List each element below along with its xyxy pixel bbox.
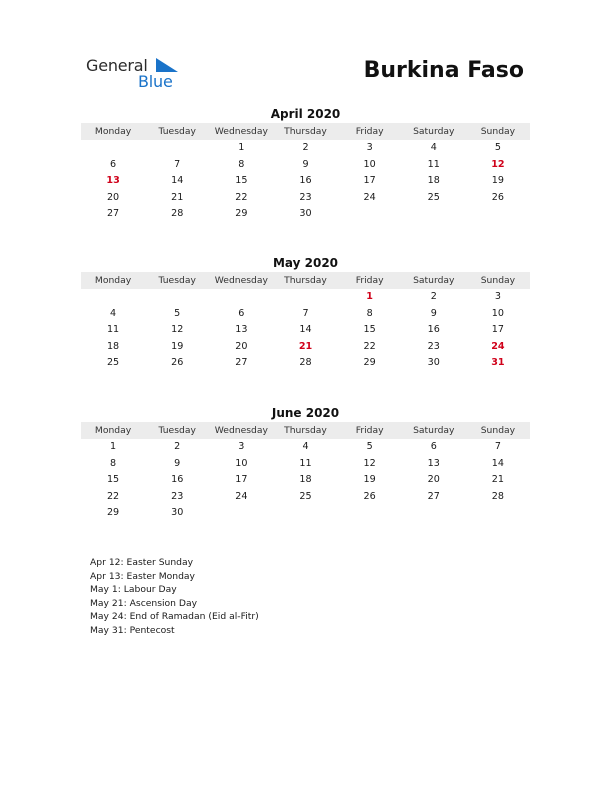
day-cell: 27	[235, 357, 248, 368]
day-cell: 16	[299, 175, 312, 186]
day-cell: 22	[106, 490, 120, 502]
day-cell: 15	[235, 175, 248, 186]
day-cell: 5	[366, 441, 373, 452]
weekday-label: Tuesday	[158, 425, 196, 436]
day-cell: 7	[494, 441, 501, 452]
day-cell: 10	[363, 158, 376, 170]
day-cell: 6	[430, 441, 437, 452]
day-cell	[273, 505, 337, 522]
day-cell: 7	[174, 158, 181, 170]
week-row	[81, 206, 530, 223]
week-row	[81, 489, 530, 506]
logo-triangle-icon	[156, 58, 178, 72]
day-cell: 2	[430, 291, 437, 302]
weekday-label: Sunday	[480, 275, 516, 286]
day-cell: 21	[171, 191, 184, 203]
day-cell: 5	[494, 142, 501, 153]
month-april	[81, 106, 530, 223]
weekday-label: Thursday	[284, 425, 327, 436]
day-cell: 1	[366, 291, 373, 302]
month-title: June 2020	[271, 406, 340, 420]
day-cell: 5	[174, 307, 181, 319]
day-cell: 17	[235, 474, 248, 485]
day-cell	[81, 140, 145, 157]
day-cell	[81, 289, 145, 306]
day-cell: 18	[106, 340, 120, 352]
day-cell: 30	[427, 357, 440, 368]
week-row	[81, 190, 530, 207]
weekday-label: Sunday	[480, 126, 516, 137]
day-cell: 2	[302, 142, 309, 153]
weekday-label: Friday	[355, 425, 384, 436]
day-cell: 13	[427, 457, 440, 469]
day-cell: 20	[106, 191, 120, 203]
weekday-label: Sunday	[480, 425, 516, 436]
day-cell: 17	[491, 324, 505, 335]
day-cell: 21	[298, 340, 313, 352]
day-cell: 12	[363, 457, 376, 469]
day-cell: 24	[235, 490, 248, 502]
weekday-label: Friday	[355, 275, 384, 286]
day-cell: 6	[110, 158, 117, 170]
weekday-label: Saturday	[413, 126, 455, 137]
day-cell: 27	[427, 490, 440, 502]
day-cell	[466, 505, 530, 522]
week-row	[81, 472, 530, 489]
day-cell: 28	[491, 490, 505, 502]
day-cell: 1	[238, 142, 245, 153]
weekday-label: Saturday	[413, 425, 455, 436]
day-cell: 18	[427, 175, 440, 186]
day-cell: 14	[171, 175, 184, 186]
weekday-label: Tuesday	[158, 275, 196, 286]
logo-text-general: General	[86, 56, 148, 75]
holiday-item: May 31: Pentecost	[90, 624, 175, 636]
day-cell: 1	[110, 441, 117, 452]
day-cell: 24	[363, 191, 376, 203]
day-cell: 20	[235, 340, 248, 352]
day-cell: 19	[491, 175, 505, 186]
day-cell	[145, 140, 209, 157]
day-cell: 28	[299, 357, 312, 368]
day-cell: 9	[174, 457, 181, 469]
weekday-label: Monday	[94, 126, 132, 137]
day-cell: 3	[494, 291, 501, 302]
weekday-label: Wednesday	[214, 275, 268, 286]
day-cell: 3	[238, 441, 245, 452]
weekday-label: Friday	[355, 126, 384, 137]
day-cell: 25	[299, 490, 312, 502]
day-cell: 12	[491, 158, 505, 170]
day-cell: 26	[363, 490, 376, 502]
month-june	[81, 405, 530, 522]
week-row	[81, 355, 530, 372]
day-cell: 13	[235, 324, 248, 335]
week-row	[81, 322, 530, 339]
week-row	[81, 140, 530, 157]
day-cell: 30	[171, 507, 184, 518]
weekday-label: Monday	[94, 275, 132, 286]
day-cell: 6	[238, 307, 245, 319]
day-cell: 15	[363, 324, 376, 335]
day-cell	[402, 505, 466, 522]
day-cell: 8	[366, 307, 373, 319]
weekday-label: Wednesday	[214, 126, 268, 137]
week-row	[81, 306, 530, 323]
holiday-list	[90, 556, 259, 637]
holiday-item: Apr 12: Easter Sunday	[90, 557, 194, 568]
week-row	[81, 157, 530, 174]
day-cell: 20	[427, 474, 440, 485]
month-title: May 2020	[272, 256, 339, 270]
day-cell: 29	[363, 357, 376, 368]
day-cell: 22	[363, 340, 376, 352]
week-row	[81, 439, 530, 456]
day-cell: 8	[110, 457, 117, 469]
day-cell: 22	[235, 191, 248, 203]
week-grid	[81, 439, 530, 522]
day-cell: 25	[427, 191, 440, 203]
day-cell	[338, 206, 402, 223]
day-cell: 3	[366, 142, 373, 153]
day-cell: 14	[491, 457, 505, 469]
day-cell: 16	[427, 324, 440, 335]
weekday-label: Monday	[94, 425, 132, 436]
day-cell: 23	[171, 490, 184, 502]
day-cell	[273, 289, 337, 306]
week-row	[81, 339, 530, 356]
day-cell: 4	[302, 441, 309, 452]
day-cell: 19	[363, 474, 376, 485]
day-cell: 9	[302, 158, 309, 170]
day-cell: 10	[491, 307, 505, 319]
generalblue-logo	[86, 56, 186, 92]
week-grid	[81, 140, 530, 223]
day-cell: 10	[235, 457, 248, 469]
day-cell: 4	[110, 307, 117, 319]
day-cell: 26	[491, 191, 505, 203]
day-cell: 29	[106, 507, 120, 518]
weekday-header	[81, 422, 530, 439]
day-cell: 17	[363, 175, 376, 186]
day-cell: 9	[430, 307, 437, 319]
weekday-label: Saturday	[413, 275, 455, 286]
day-cell: 25	[106, 357, 120, 368]
month-title: April 2020	[270, 107, 341, 121]
weekday-header	[81, 123, 530, 140]
weekday-header	[81, 272, 530, 289]
day-cell	[209, 505, 273, 522]
holiday-item: May 1: Labour Day	[90, 584, 177, 595]
day-cell: 2	[174, 441, 181, 452]
weekday-label: Thursday	[284, 275, 327, 286]
day-cell: 23	[299, 191, 312, 203]
day-cell: 30	[299, 208, 312, 219]
day-cell: 11	[299, 457, 312, 469]
day-cell: 4	[430, 142, 437, 153]
country-title: Burkina Faso	[363, 58, 524, 83]
day-cell: 26	[171, 357, 184, 368]
day-cell: 16	[171, 474, 184, 485]
day-cell	[402, 206, 466, 223]
week-row	[81, 505, 530, 522]
day-cell: 24	[491, 340, 505, 352]
week-row	[81, 289, 530, 306]
day-cell: 28	[171, 208, 184, 219]
holiday-item: Apr 13: Easter Monday	[90, 570, 195, 582]
day-cell: 27	[106, 208, 120, 219]
day-cell: 15	[106, 474, 120, 485]
day-cell: 11	[427, 158, 440, 170]
week-grid	[81, 289, 530, 372]
day-cell	[466, 206, 530, 223]
holiday-item: May 24: End of Ramadan (Eid al-Fitr)	[90, 611, 259, 622]
week-row	[81, 456, 530, 473]
day-cell: 31	[491, 357, 505, 368]
weekday-label: Thursday	[284, 126, 327, 137]
day-cell: 7	[302, 307, 309, 319]
day-cell: 21	[491, 474, 505, 485]
day-cell	[209, 289, 273, 306]
day-cell	[145, 289, 209, 306]
day-cell: 8	[238, 158, 245, 170]
week-row	[81, 173, 530, 190]
day-cell	[338, 505, 402, 522]
day-cell: 12	[171, 324, 184, 335]
holiday-item: May 21: Ascension Day	[90, 597, 198, 609]
weekday-label: Wednesday	[214, 425, 268, 436]
day-cell: 18	[299, 474, 312, 485]
day-cell: 29	[235, 208, 248, 219]
logo-text-blue: Blue	[138, 72, 173, 91]
month-may	[81, 255, 530, 372]
day-cell: 11	[106, 324, 120, 335]
day-cell: 14	[299, 324, 312, 335]
day-cell: 23	[427, 340, 440, 352]
weekday-label: Tuesday	[158, 126, 196, 137]
day-cell: 13	[106, 175, 120, 186]
day-cell: 19	[171, 340, 184, 352]
